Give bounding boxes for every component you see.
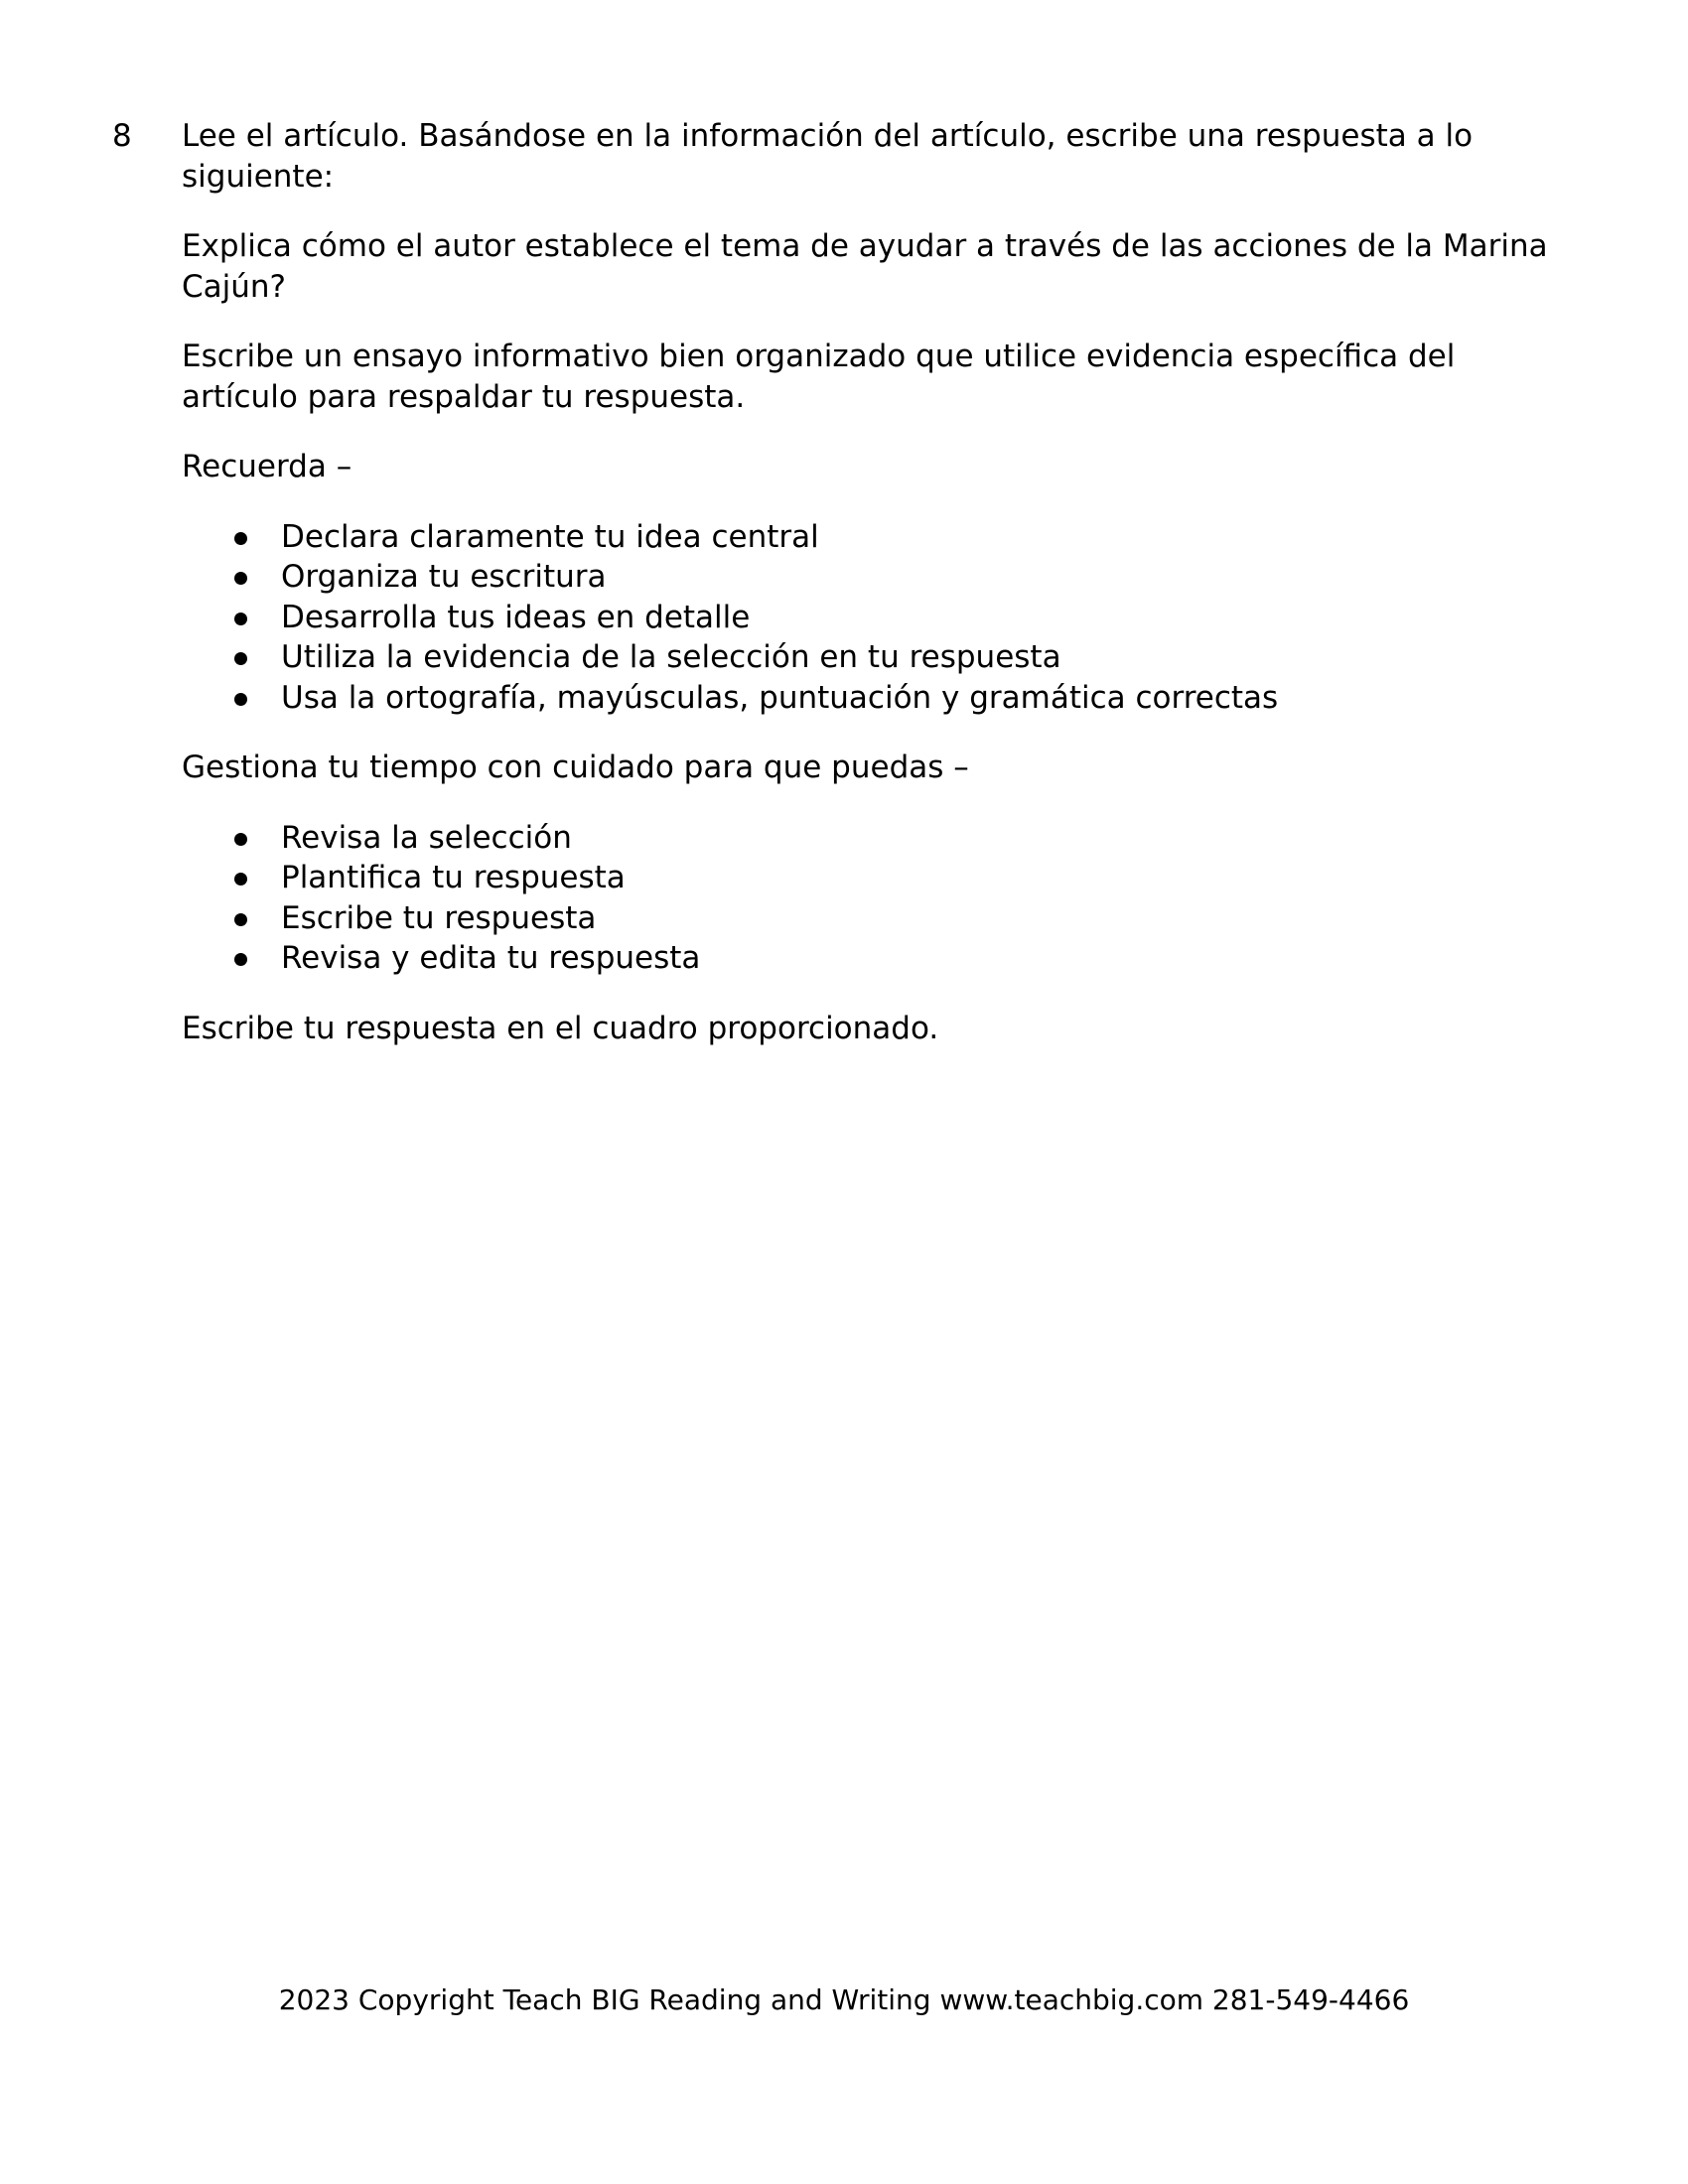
remember-heading: Recuerda – — [182, 449, 352, 484]
bullet-icon — [234, 833, 247, 846]
list-item: Usa la ortografía, mayúsculas, puntuación y gramática correctas — [182, 678, 1552, 719]
list-item: Revisa y edita tu respuesta — [182, 938, 1552, 979]
list-item: Revisa la selección — [182, 818, 1552, 859]
bullet-icon — [234, 572, 247, 585]
list-item: Declara claramente tu idea central — [182, 517, 1552, 558]
copyright-footer: 2023 Copyright Teach BIG Reading and Writing www.teachbig.com 281-549-4466 — [278, 1983, 1410, 2016]
list-item: Utiliza la evidencia de la selección en tu respuesta — [182, 637, 1552, 678]
list-item: Plantifica tu respuesta — [182, 858, 1552, 898]
bullet-icon — [234, 693, 247, 706]
closing-instruction: Escribe tu respuesta en el cuadro proporcionado. — [182, 1010, 939, 1046]
bullet-icon — [234, 613, 247, 625]
question-text: Explica cómo el autor establece el tema de ayudar a través de las acciones de la Marina Cajún? — [182, 228, 1548, 305]
bullet-icon — [234, 532, 247, 545]
bullet-icon — [234, 953, 247, 966]
question-prompt: Lee el artículo. Basándose en la información del artículo, escribe una respuesta a lo siguiente: — [182, 118, 1474, 195]
question-number: 8 — [112, 118, 132, 154]
bullet-icon — [234, 873, 247, 886]
task-instructions: Escribe un ensayo informativo bien organizado que utilice evidencia específica del artículo para respaldar tu respuesta. — [182, 339, 1456, 415]
remember-list — [182, 517, 1552, 719]
list-item: Organiza tu escritura — [182, 557, 1552, 598]
list-item: Escribe tu respuesta — [182, 898, 1552, 939]
time-heading: Gestiona tu tiempo con cuidado para que puedas – — [182, 750, 969, 785]
question-content — [182, 116, 1552, 1078]
bullet-icon — [234, 652, 247, 665]
list-item: Desarrolla tus ideas en detalle — [182, 598, 1552, 638]
bullet-icon — [234, 913, 247, 926]
time-list — [182, 818, 1552, 979]
